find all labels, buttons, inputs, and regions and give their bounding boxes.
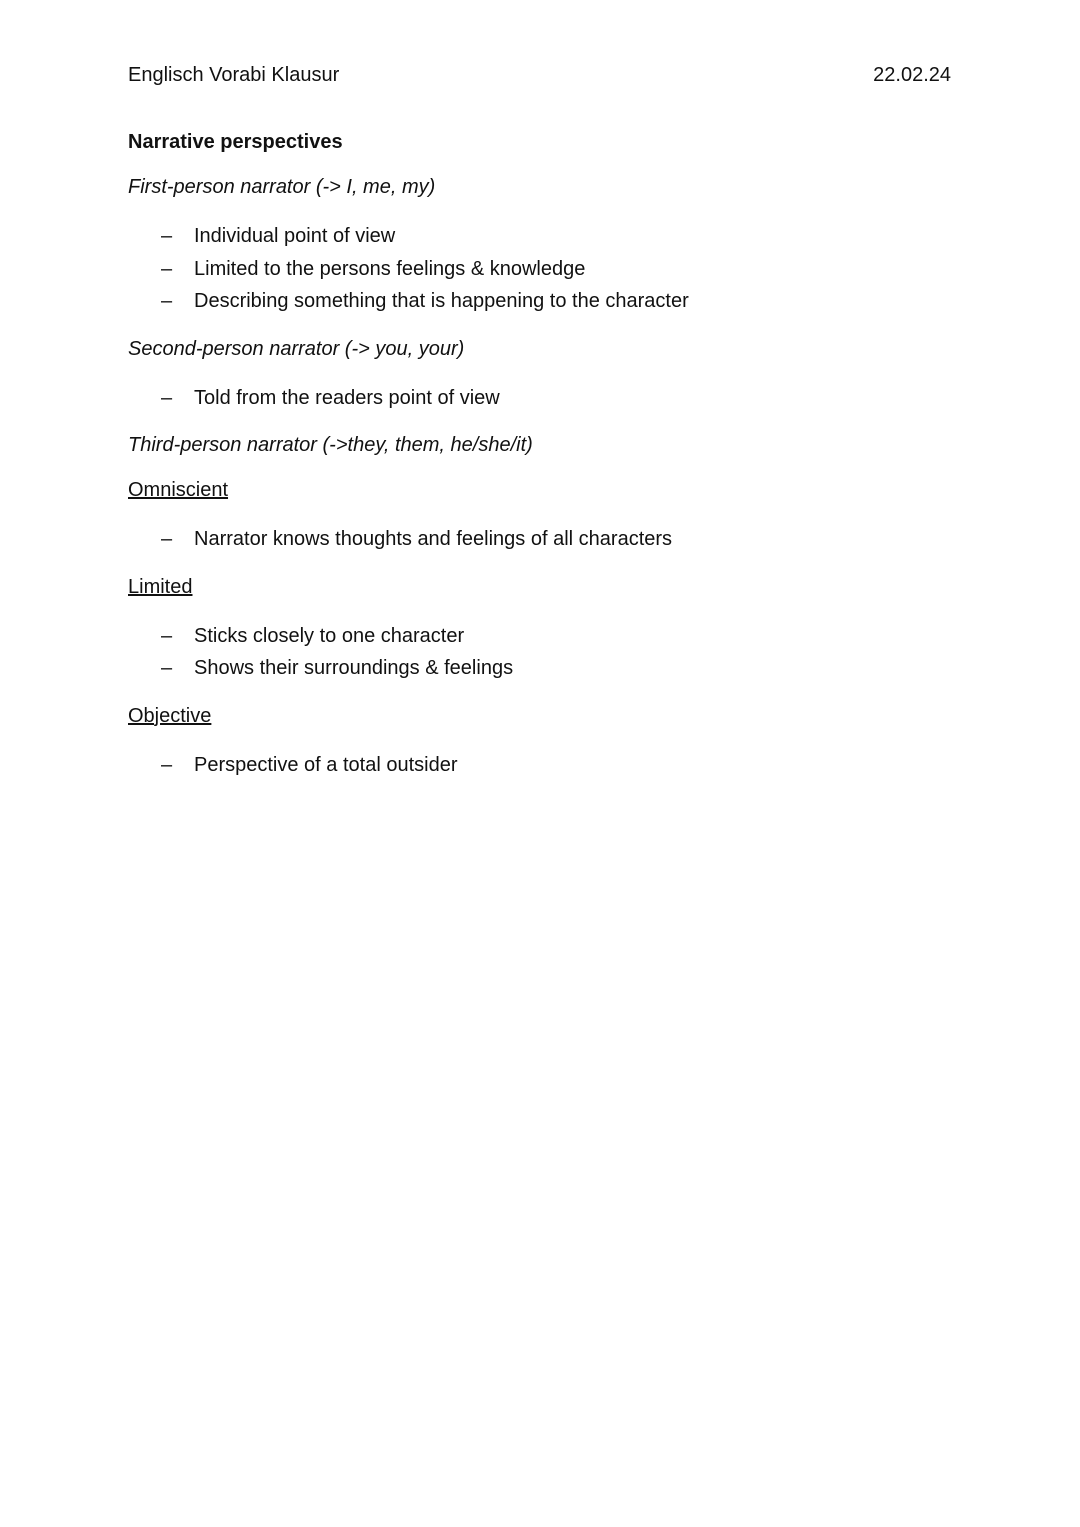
dash-bullet-icon: – [161,753,173,776]
document-header-title: Englisch Vorabi Klausur [128,64,340,86]
section-title: Narrative perspectives [128,131,343,153]
dash-bullet-icon: – [161,290,173,312]
third-person-heading: Third-person narrator (->they, them, he/she/it) [128,434,533,456]
second-person-heading: Second-person narrator (-> you, your) [128,337,465,360]
dash-bullet-icon: – [161,257,173,280]
dash-bullet-icon: – [161,386,173,409]
limited-heading: Limited [128,575,193,598]
first-person-list [128,220,948,318]
list-item: – Told from the readers point of view [128,382,948,415]
dash-bullet-icon: – [161,225,173,247]
dash-bullet-icon: – [161,657,173,679]
list-item: – Limited to the persons feelings & knowledge [128,253,948,286]
objective-list [128,749,948,782]
document-body [128,128,948,781]
dash-bullet-icon: – [161,528,173,550]
omniscient-list [128,523,948,556]
list-item: – Sticks closely to one character [128,620,948,653]
first-person-heading: First-person narrator (-> I, me, my) [128,176,436,198]
list-item: – Shows their surroundings & feelings [128,652,948,685]
list-item: – Describing something that is happening to the character [128,285,948,318]
list-item: – Perspective of a total outsider [128,749,948,782]
objective-heading: Objective [128,704,212,727]
omniscient-heading: Omniscient [128,479,229,501]
limited-list [128,620,948,685]
document-header-date: 22.02.24 [873,64,951,86]
list-item: – Narrator knows thoughts and feelings of all characters [128,523,948,556]
second-person-list [128,382,948,415]
dash-bullet-icon: – [161,624,173,647]
list-item: – Individual point of view [128,220,948,253]
